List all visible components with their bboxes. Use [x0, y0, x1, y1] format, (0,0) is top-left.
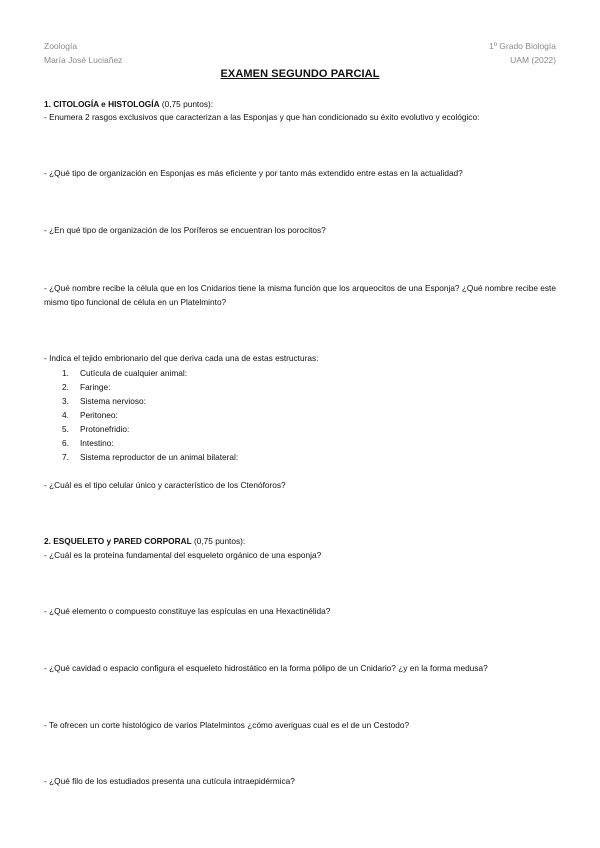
header-author: María José Luciañez: [44, 55, 123, 65]
list-item: [62, 367, 187, 379]
page-title: EXAMEN SEGUNDO PARCIAL: [220, 68, 380, 80]
question-1-5: - Indica el tejido embrionario del que deriva cada una de estas estructuras:: [44, 353, 319, 363]
question-2-4: - Te ofrecen un corte histológico de varios Platelmintos ¿cómo averiguas cual es el de un Cestodo?: [44, 720, 410, 730]
list-number: 3.: [62, 396, 69, 406]
list-number: 6.: [62, 438, 69, 448]
list-number: 4.: [62, 410, 69, 420]
list-item: [62, 381, 110, 393]
question-1-6: - ¿Cuál es el tipo celular único y característico de los Ctenóforos?: [44, 480, 286, 490]
list-number: 2.: [62, 382, 69, 392]
section-1-heading: [44, 98, 213, 110]
header-left: [44, 39, 122, 67]
list-text: Faringe:: [80, 382, 111, 392]
question-2-5: - ¿Qué filo de los estudiados presenta una cutícula intraepidérmica?: [44, 776, 295, 786]
list-number: 5.: [62, 424, 69, 434]
question-1-1: - Enumera 2 rasgos exclusivos que caracterizan a las Esponjas y que han condicionado su éxito evolutivo y ecológico:: [44, 112, 480, 122]
list-text: Peritoneo:: [80, 410, 118, 420]
list-number: 7.: [62, 452, 69, 462]
question-1-3: - ¿En qué tipo de organización de los Poríferos se encuentran los porocitos?: [44, 225, 326, 235]
question-1-4: - ¿Qué nombre recibe la célula que en los Cnidarios tiene la misma función que los arqueocitos de una Esponja? ¿Qué nombre recibe este mismo tipo funcional de célula en un Platelminto?: [44, 283, 556, 307]
section-1-title: 1. CITOLOGÍA e HISTOLOGÍA: [44, 99, 160, 109]
list-text: Protonefridio:: [80, 424, 130, 434]
list-text: Cutícula de cualquier animal:: [80, 368, 187, 378]
list-item: [62, 409, 118, 421]
list-text: Intestino:: [80, 438, 114, 448]
section-1-points: (0,75 puntos):: [159, 99, 214, 109]
list-item: [62, 395, 146, 407]
list-item: [62, 423, 129, 435]
header-institution: UAM (2022): [510, 55, 556, 65]
header-subject: Zoología: [44, 41, 78, 51]
list-number: 1.: [62, 368, 69, 378]
section-2-heading: [44, 535, 245, 547]
list-text: Sistema nervioso:: [80, 396, 146, 406]
list-item: [62, 437, 114, 449]
question-2-2: - ¿Qué elemento o compuesto constituye las espículas en una Hexactinélida?: [44, 606, 331, 616]
question-2-1: - ¿Cuál es la proteína fundamental del esqueleto orgánico de una esponja?: [44, 550, 322, 560]
question-1-2: - ¿Qué tipo de organización en Esponjas es más eficiente y por tanto más extendido entre estas en la actualidad?: [44, 168, 463, 178]
header-right: [489, 39, 556, 67]
section-2-title: 2. ESQUELETO y PARED CORPORAL: [44, 536, 192, 546]
list-text: Sistema reproductor de un animal bilateral:: [80, 452, 239, 462]
section-2-points: (0,75 puntos):: [191, 536, 246, 546]
list-item: [62, 451, 238, 463]
question-2-3: - ¿Qué cavidad o espacio configura el esqueleto hidrostático en la forma pólipo de un Cnidario? ¿y en la forma medusa?: [44, 663, 488, 673]
header-course: 1º Grado Biología: [489, 41, 556, 51]
